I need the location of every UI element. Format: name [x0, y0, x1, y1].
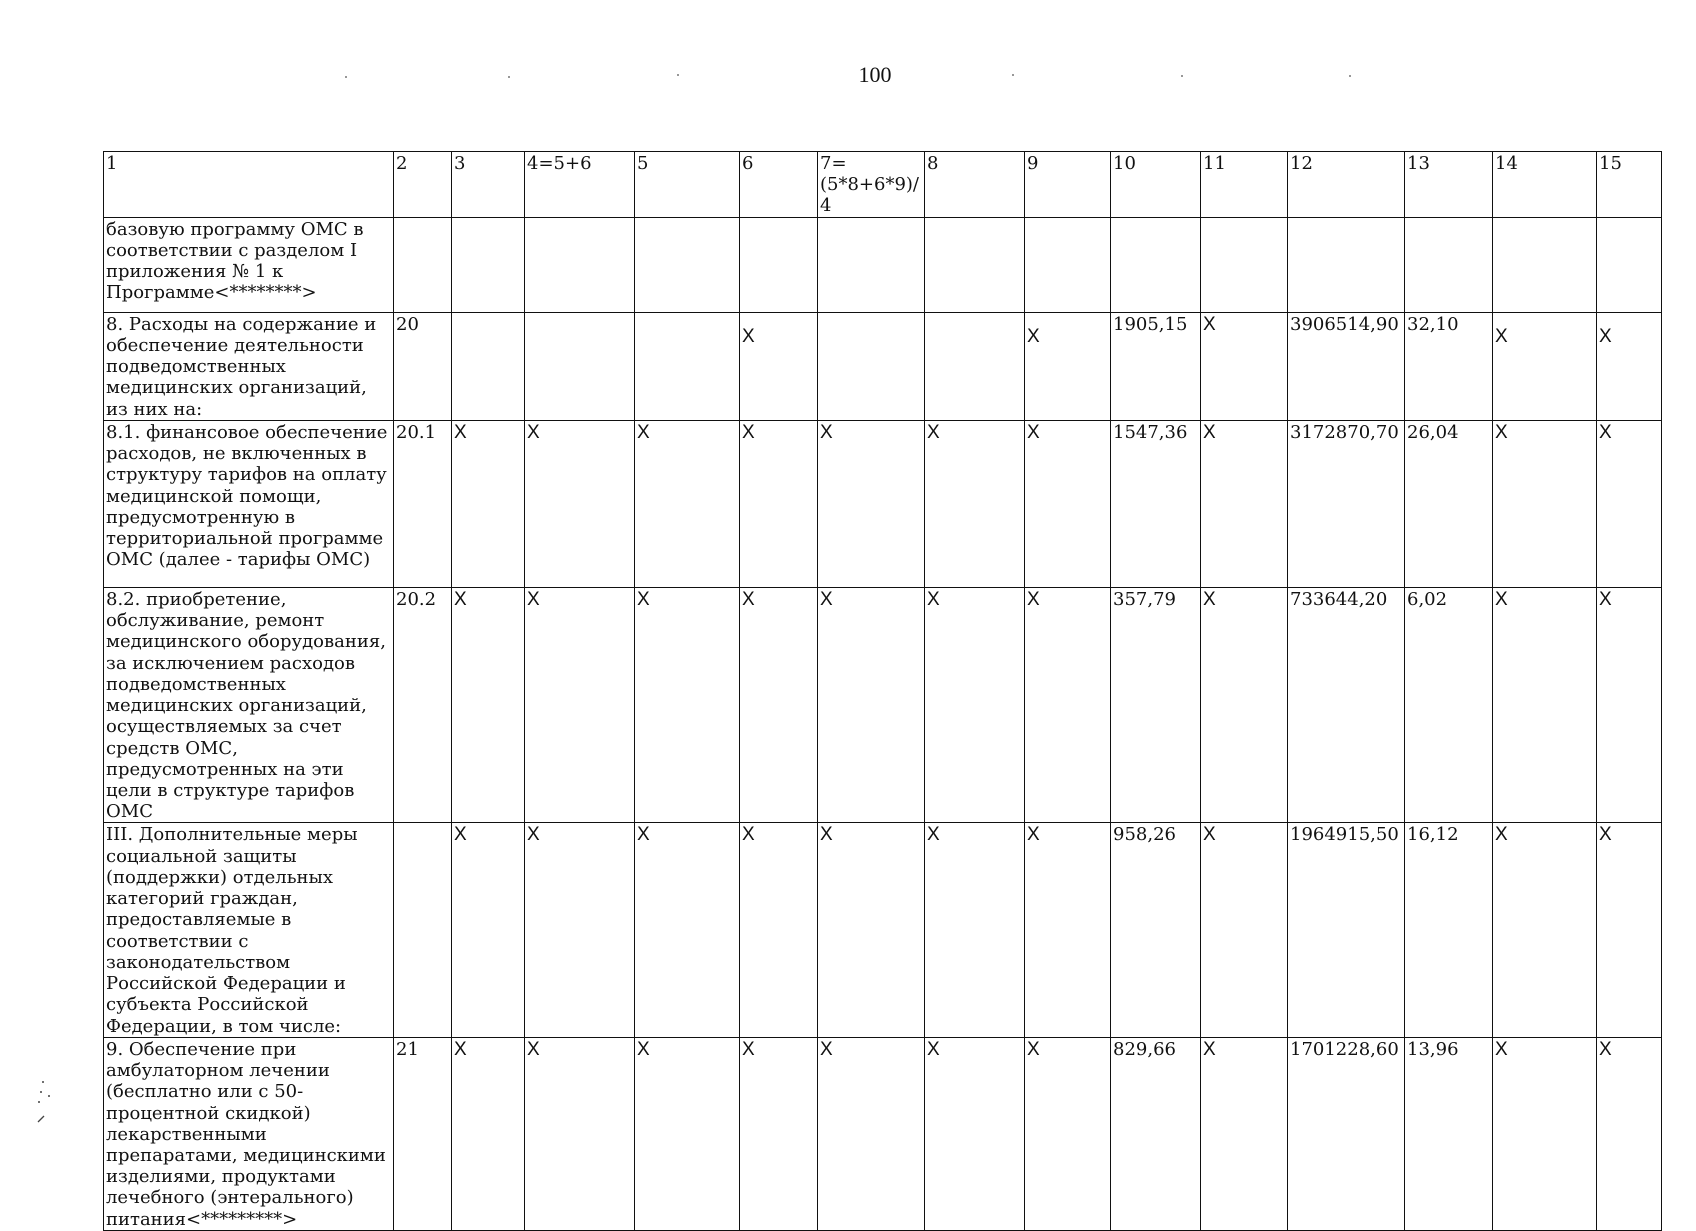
- cell-value: 1547,36: [1113, 421, 1188, 443]
- cell-value: 829,66: [1113, 1038, 1176, 1060]
- cross-mark: X: [454, 588, 467, 610]
- table-cell: [740, 217, 818, 312]
- cross-mark: X: [820, 588, 833, 610]
- table-cell: [1597, 587, 1662, 823]
- table-cell: [1288, 312, 1405, 420]
- table-row: [104, 823, 1662, 1037]
- table-cell: [394, 420, 452, 587]
- cross-mark: X: [820, 421, 833, 443]
- table-cell: [1288, 587, 1405, 823]
- table-cell: [1201, 312, 1288, 420]
- table-cell: [452, 420, 525, 587]
- cross-mark: X: [1027, 588, 1040, 610]
- scan-speck: [677, 74, 679, 76]
- table-cell: [1111, 1037, 1201, 1230]
- cross-mark: X: [527, 1038, 540, 1060]
- table-cell: [1405, 587, 1493, 823]
- cross-mark: X: [1599, 588, 1612, 610]
- table-cell: [818, 420, 925, 587]
- scan-speck: [1012, 74, 1014, 76]
- table-cell: [925, 587, 1025, 823]
- cross-mark: X: [820, 824, 833, 846]
- scan-speck: [508, 76, 510, 78]
- table-cell: [394, 312, 452, 420]
- table-cell: [740, 823, 818, 1037]
- table-cell: [635, 823, 740, 1037]
- cross-mark: X: [637, 588, 650, 610]
- table-cell: [525, 312, 635, 420]
- table-cell: [394, 823, 452, 1037]
- table-cell: [1111, 312, 1201, 420]
- column-header: 9: [1025, 152, 1111, 218]
- table-cell: [394, 587, 452, 823]
- scan-speck: [1181, 75, 1183, 77]
- cross-mark: X: [1495, 1038, 1508, 1060]
- table-cell: [1493, 312, 1597, 420]
- cell-value: 958,26: [1113, 824, 1176, 846]
- cross-mark: X: [1495, 824, 1508, 846]
- table-cell: [1597, 1037, 1662, 1230]
- table-row: [104, 1037, 1662, 1230]
- table-cell: [925, 1037, 1025, 1230]
- column-header: 6: [740, 152, 818, 218]
- column-header: 12: [1288, 152, 1405, 218]
- cell-value: 3906514,90: [1290, 313, 1399, 335]
- table-cell: [452, 823, 525, 1037]
- cell-value: 20.1: [396, 421, 437, 443]
- table-cell: [635, 587, 740, 823]
- cross-mark: X: [1203, 824, 1216, 846]
- table-cell: [525, 823, 635, 1037]
- column-header: 14: [1493, 152, 1597, 218]
- cross-mark: X: [454, 1038, 467, 1060]
- scan-speck: [345, 76, 347, 78]
- table-cell: [925, 420, 1025, 587]
- table-cell: [452, 587, 525, 823]
- cross-mark: X: [1495, 588, 1508, 610]
- cross-mark: X: [927, 1038, 940, 1060]
- cross-mark: X: [1599, 421, 1612, 443]
- cross-mark: X: [742, 421, 755, 443]
- table-cell: [740, 587, 818, 823]
- cell-value: 1964915,50: [1290, 824, 1399, 846]
- cross-mark: X: [637, 824, 650, 846]
- row-label-cell: 9. Обеспечение при амбулаторном лечении (бесплатно или с 50- процентной скидкой) лекарственными препаратами, медицинскими изделиями, продуктами лечебного (энтерального) питания<*********>: [104, 1037, 394, 1230]
- cell-value: 13,96: [1407, 1038, 1459, 1060]
- cross-mark: X: [1599, 325, 1612, 347]
- table-cell: [1597, 217, 1662, 312]
- table-cell: [1201, 823, 1288, 1037]
- cell-value: 16,12: [1407, 824, 1459, 846]
- table-cell: [525, 217, 635, 312]
- table-cell: [525, 587, 635, 823]
- column-header: 3: [452, 152, 525, 218]
- table-cell: [1025, 1037, 1111, 1230]
- cell-value: 20.2: [396, 588, 437, 610]
- cross-mark: X: [454, 421, 467, 443]
- cell-value: 1905,15: [1113, 313, 1188, 335]
- table-cell: [525, 420, 635, 587]
- cross-mark: X: [927, 588, 940, 610]
- cross-mark: X: [1203, 313, 1216, 335]
- table-cell: [1025, 587, 1111, 823]
- table-cell: [818, 1037, 925, 1230]
- table-cell: [1597, 823, 1662, 1037]
- cell-value: 733644,20: [1290, 588, 1388, 610]
- table-cell: [635, 1037, 740, 1230]
- table-cell: [1493, 587, 1597, 823]
- table-cell: [925, 312, 1025, 420]
- cell-value: 1701228,60: [1290, 1038, 1399, 1060]
- table-cell: [925, 823, 1025, 1037]
- cross-mark: X: [454, 824, 467, 846]
- table-cell: [1405, 312, 1493, 420]
- table-row: [104, 312, 1662, 420]
- table-cell: [1288, 420, 1405, 587]
- cross-mark: X: [1027, 824, 1040, 846]
- cell-value: 21: [396, 1038, 419, 1060]
- column-header: 15: [1597, 152, 1662, 218]
- cross-mark: X: [1027, 1038, 1040, 1060]
- column-header: 4=5+6: [525, 152, 635, 218]
- cell-value: 26,04: [1407, 421, 1459, 443]
- cell-value: 32,10: [1407, 313, 1459, 335]
- table-row: [104, 420, 1662, 587]
- cross-mark: X: [742, 588, 755, 610]
- cross-mark: X: [1599, 824, 1612, 846]
- cross-mark: X: [820, 1038, 833, 1060]
- cell-value: 3172870,70: [1290, 421, 1399, 443]
- table-cell: [1025, 420, 1111, 587]
- table-cell: [1025, 823, 1111, 1037]
- table-cell: [1201, 587, 1288, 823]
- table-cell: [1111, 823, 1201, 1037]
- scan-speck: [1349, 75, 1351, 77]
- table-cell: [1493, 420, 1597, 587]
- table-cell: [740, 312, 818, 420]
- table-cell: [635, 217, 740, 312]
- table-cell: [925, 217, 1025, 312]
- row-label-cell: базовую программу ОМС в соответствии с разделом I приложения № 1 к Программе<********>: [104, 217, 394, 312]
- cross-mark: X: [742, 824, 755, 846]
- cross-mark: X: [742, 1038, 755, 1060]
- table-cell: [1201, 420, 1288, 587]
- row-label-cell: 8. Расходы на содержание и обеспечение деятельности подведомственных медицинских организаций, из них на:: [104, 312, 394, 420]
- table-cell: [1288, 1037, 1405, 1230]
- table-body: [104, 152, 1662, 1231]
- table-cell: [1405, 217, 1493, 312]
- table-cell: [1405, 420, 1493, 587]
- table-cell: [635, 312, 740, 420]
- table-cell: [1201, 1037, 1288, 1230]
- cell-value: 20: [396, 313, 419, 335]
- table-cell: [1405, 1037, 1493, 1230]
- column-header: 11: [1201, 152, 1288, 218]
- table-cell: [1025, 312, 1111, 420]
- table-cell: [818, 217, 925, 312]
- table-cell: [394, 217, 452, 312]
- column-header: 5: [635, 152, 740, 218]
- table-cell: [1201, 217, 1288, 312]
- cross-mark: X: [742, 325, 755, 347]
- cross-mark: X: [637, 421, 650, 443]
- cross-mark: X: [927, 421, 940, 443]
- cross-mark: X: [527, 588, 540, 610]
- column-header: 7= (5*8+6*9)/4: [818, 152, 925, 218]
- row-label-cell: 8.2. приобретение, обслуживание, ремонт медицинского оборудования, за исключением расходов подведомственных медицинских организаций, осуществляемых за счет средств ОМС, предусмотренных на эти цели в структуре тарифов ОМС: [104, 587, 394, 823]
- cross-mark: X: [1495, 325, 1508, 347]
- table-cell: [1405, 823, 1493, 1037]
- table-cell: [1493, 217, 1597, 312]
- table-cell: [818, 587, 925, 823]
- column-header: 2: [394, 152, 452, 218]
- table-cell: [452, 217, 525, 312]
- column-header: 8: [925, 152, 1025, 218]
- column-header: 1: [104, 152, 394, 218]
- table-cell: [818, 312, 925, 420]
- cell-value: 357,79: [1113, 588, 1176, 610]
- cross-mark: X: [527, 421, 540, 443]
- page-number: 100: [858, 62, 892, 87]
- cross-mark: X: [1203, 421, 1216, 443]
- table-cell: [635, 420, 740, 587]
- table-cell: [1597, 312, 1662, 420]
- table-cell: [1288, 217, 1405, 312]
- table-cell: [1111, 217, 1201, 312]
- cross-mark: X: [1027, 421, 1040, 443]
- column-header: 13: [1405, 152, 1493, 218]
- table-cell: [452, 312, 525, 420]
- cross-mark: X: [637, 1038, 650, 1060]
- margin-scribble-mark: [34, 1078, 64, 1138]
- table-cell: [740, 1037, 818, 1230]
- table-cell: [1493, 1037, 1597, 1230]
- table-cell: [1597, 420, 1662, 587]
- table-cell: [1111, 420, 1201, 587]
- row-label-cell: III. Дополнительные меры социальной защиты (поддержки) отдельных категорий граждан, предоставляемые в соответствии с законодательством Российской Федерации и субъекта Российской Федерации, в том числе:: [104, 823, 394, 1037]
- cross-mark: X: [1027, 325, 1040, 347]
- table-cell: [818, 823, 925, 1037]
- cross-mark: X: [1495, 421, 1508, 443]
- financing-table: [103, 151, 1662, 1231]
- row-label-cell: 8.1. финансовое обеспечение расходов, не включенных в структуру тарифов на оплату медицинской помощи, предусмотренную в территориальной программе ОМС (далее - тарифы ОМС): [104, 420, 394, 587]
- cross-mark: X: [1599, 1038, 1612, 1060]
- table-cell: [740, 420, 818, 587]
- table-row: [104, 587, 1662, 823]
- table-row: [104, 217, 1662, 312]
- table-cell: [1025, 217, 1111, 312]
- cross-mark: X: [927, 824, 940, 846]
- table-cell: [394, 1037, 452, 1230]
- cross-mark: X: [1203, 1038, 1216, 1060]
- column-number-row: [104, 152, 1662, 218]
- table-cell: [452, 1037, 525, 1230]
- table-cell: [525, 1037, 635, 1230]
- cell-value: 6,02: [1407, 588, 1448, 610]
- cross-mark: X: [1203, 588, 1216, 610]
- cross-mark: X: [527, 824, 540, 846]
- table-cell: [1493, 823, 1597, 1037]
- column-header: 10: [1111, 152, 1201, 218]
- table-cell: [1288, 823, 1405, 1037]
- table-cell: [1111, 587, 1201, 823]
